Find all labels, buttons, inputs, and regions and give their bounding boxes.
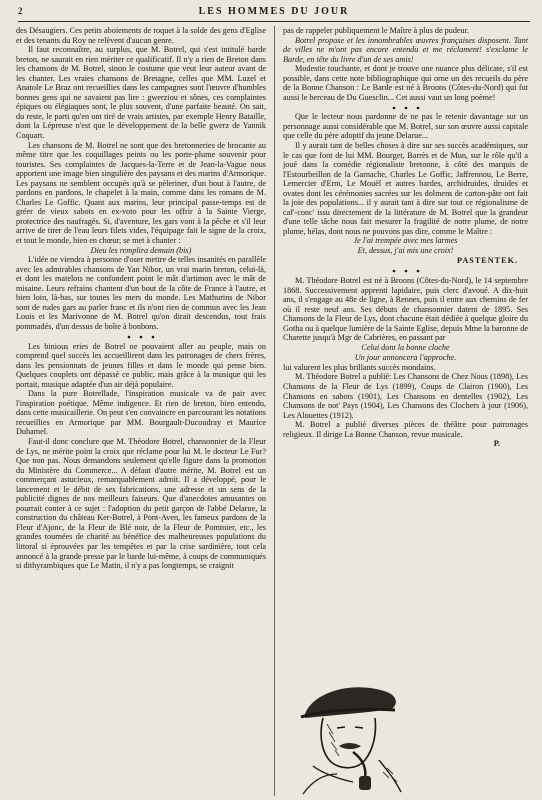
section-separator — [283, 103, 528, 111]
section-separator — [283, 267, 528, 275]
paragraph: lui valurent les plus brillants succès mondains. — [283, 362, 436, 372]
paragraph: des Désaugiers. Ces petits aboiements de roquet à la solde des gens d'Eglise et des tenants du Roy ne relèvent d'aucun genre. — [16, 26, 266, 45]
page-number: 2 — [18, 6, 23, 16]
masthead-title: LES HOMMES DU JOUR — [198, 6, 350, 17]
verse-line: Je l'ai trempée avec mes larmes — [353, 236, 458, 246]
quote-line: Dieu les remplira demain (bis) — [90, 245, 192, 255]
paragraph: pas de rappeler publiquement le Maître à plus de pudeur. — [283, 26, 469, 35]
page-header — [18, 5, 530, 22]
paragraph: M. Théodore Botrel a publié: Les Chansons de Chez Nous (1898), Les Chansons de la Fleur de Lys (1899), Coups de Clairon (1900), Les Chansons en sabots (1901), Les Chansons en dentelles (1902), Les Chansons de not' Pays (1904), Les Chansons des Clochers à jour (1906), Les Alouettes (1912). — [283, 372, 528, 420]
author-signature: PASTENTEK. — [456, 256, 518, 266]
paragraph: Dans la pure Botrellade, l'inspiration musicale va de pair avec l'inspiration poétique. Même indigence. Et rien de breton, bien entendu, dans cette musicaillerie. On peut s'en convaincre en parcourant les notations recueillies en Armorique par MM. Bourgault-Ducoudray et Maurice Duhamel. — [16, 389, 266, 437]
verse-line: Et, dessus, j'ai mis une croix! — [357, 246, 454, 256]
paragraph: Faut-il donc conclure que M. Théodore Botrel, chansonnier de la Fleur de Lys, ne mérite point la croix que réclame pour lui M. le docteur Le Fur? Que non pas. Nous demandons seulement qu'elle figure dans la promotion du Ministère du Commerce... A défaut d'autre mérite, M. Botrel est un commerçant astucieux, remarquablement adroit. Il a développé, pour le lancement et le débit de ses fabrications, une adresse et un sens de la publicité dignes de nos meilleurs faiseurs. Que d'anecdotes amusantes on pourrait conter à ce sujet : l'adoption du petit garçon de l'abbé Delarue, la construction du château Ker-Botrel, à Pont-Aven, les fameux pardons de la Fleur d'Ajonc, de la Fleur de Blé noir, de la Fleur de Pommier, etc., les grandes tournées de charité au bénéfice des malheureuses populations du littoral si éprouvées par les tempêtes et par la crise sardinière, tout cela annoncé à la grande presse par le barde lui-même, à coups de communiqués si dithyrambiques que Le Matin, il n'y a pas longtemps, se craignit — [16, 436, 266, 571]
separator-ornament-icon — [121, 334, 161, 340]
paragraph: Les binious eries de Botrel ne pouvaient aller au peuple, mais on comprend quel succès les accueillirent dans les patronages de chers frères, dans les pensionnats de jeunes filles et dans le monde qui pense bien. Quelques couplets ont dépassé ce public, mais grâce à la musique qui les portait, musique adaptée d'un air déjà populaire. — [16, 341, 266, 389]
portrait-sketch — [283, 662, 413, 796]
paragraph: Modestie touchante, et dont je trouve une nuance plus délicate, s'il est possible, dans cette note bibliographique qui orne un des recueils du père de la Bonne Chanson : Le Barde est né à Broons (Côtes-du-Nord) qui fut aussi le berceau de Du Guesclin... Cet aussi vaut un long poème! — [283, 64, 528, 102]
separator-ornament-icon — [386, 105, 426, 111]
paragraph: M. Théodore Botrel est né à Broons (Côtes-du-Nord), le 14 septembre 1868. Successivement apprenti lapidaire, puis clerc d'avoué. A dix-huit ans, il s'engage au 48e de ligne, à Rennes, puis il entre aux chemins de fer où il reste neuf ans. Ses débuts de chansonnier datent de 1895. Ses Chansons de la Fleur de Lys, dont chacune était dédiée à quelque gloire du Gotha ou à quelque lumière de la Sainte Eglise, depuis Mme la baronne de Charette jusqu'à Mgr de Cabrières, en passant par — [283, 276, 528, 343]
column-divider — [274, 26, 275, 796]
paragraph: Les chansons de M. Botrel ne sont que des bretonneries de brocante au même titre que les coquillages peints ou les porte-plume souvenir pour touristes. Ses complaintes de Jacques-la-Terre et de Jean-la-Vague nous apportent une image bien singulière des paysans et des marins d'Armorique. Les paysans ne semblent occupés qu'à se pèleriner, d'un bout à l'autre, de pardons en pardons, le chapelet à la main, comme dans les romans de M. Charles Le Goffic. Quant aux marins, leur principal passe-temps est de gréer de vieux sabots en ex-voto pour les offrir à la Sainte Vierge, protectrice des naufragés. Si, d'aventure, les gars vont à la pêche et s'il leur arrive de tirer de l'eau leurs filets vides, l'équipage fait le signe de la croix, et tout le monde, bien en chœur, se met à chanter : — [16, 140, 266, 246]
separator-ornament-icon — [386, 268, 426, 274]
verse-line: Celui dont la bonne cloche — [361, 342, 450, 352]
left-column — [16, 26, 266, 796]
section-separator — [16, 333, 266, 341]
paragraph: Botrel propose et les innombrables œuvres françaises disposent. Tant de villes ne m'ont pas encore entendu et me réclament! s'exclame le Barde, en tête du livre d'un de ses amis! — [283, 35, 528, 64]
paragraph: Il y aurait tant de belles choses à dire sur ses succès académiques, sur le cas que font de lui MM. Bourget, Barrès et de Mun, sur le rôle qu'il a joué dans la comédie régionaliste bretonne, à côté des marquis de l'Estourbeillon de la Garnache, Charles Le Goffic, Jaffrennou, Le Berre, Lemercier d'Erm, Le Mouël et autres bardes, archidruides, druides et ovates dont les cérémonies sacrées sur les dolmens de carton-pâte ont fait la joie des populations... il y aurait tant à dire sur tout ce régionalisme de caf'-conc' issu directement de la littérature de M. Botrel que la grandeur d'une telle tâche nous fait mesurer la fragilité de notre plume, de notre plume, hélas, dont nous ne pouvons pas dire, comme le Maître : — [283, 141, 528, 236]
paragraph: M. Botrel a publié diverses pièces de théâtre pour patronages religieux. Il dirige La Bonne Chanson, revue musicale. — [283, 420, 528, 439]
paragraph: L'idée ne viendra à personne d'oser mettre de telles insanités en parallèle avec les admirables chansons de Yan Nibor, un vrai marin breton, celui-là, et dont les matelots ne confondent point le mât d'artimon avec le mât de misaine. Leurs refrains chantent d'un bout de la côte de France à l'autre, et bien loin, là-bas, sur toutes les mers du monde. Les Mathurins de Nibor sont de rudes gars au parler franc et ils n'ont rien de commun avec les Jean Louis et les Marivonne de M. Botrel qu'on dirait descendus, tout frais pommadés, d'un dessus de boîte à bonbons. — [16, 255, 266, 331]
paragraph: Que le lecteur nous pardonne de ne pas le retenir davantage sur un personnage aussi considérable que M. Botrel, sur son œuvre aussi capitale que celle du père adoptif du jeune Delarue... — [283, 112, 528, 141]
verse-line: Un jour annoncera l'approche. — [354, 352, 457, 362]
paragraph: Il faut reconnaître, au surplus, que M. Botrel, qui s'est intitulé barde breton, ne saurait en rien mériter ce qualificatif. Il n'y a rien de Breton dans les chansons de M. Botrel, sinon le costume que veut leur auteur avant de les chanter. Les vraies chansons de Bretagne, celles que MM. Luzel et Anatole Le Braz ont recueillies dans les campagnes sont l'œuvre d'humbles bonnes gens qui ne savaient pas lire : gwerziou et sônes, ces complaintes épiques ou élégiaques sont, le plus souvent, d'une parfaite beauté. On sait, du reste, le parti qu'en ont tiré de vrais artistes, par exemple Henry Bataille, dont la Lépreuse n'est que le développement de la belle gwerz de Yannik Coquart. — [16, 45, 266, 141]
footer-signature: P. — [493, 439, 500, 449]
